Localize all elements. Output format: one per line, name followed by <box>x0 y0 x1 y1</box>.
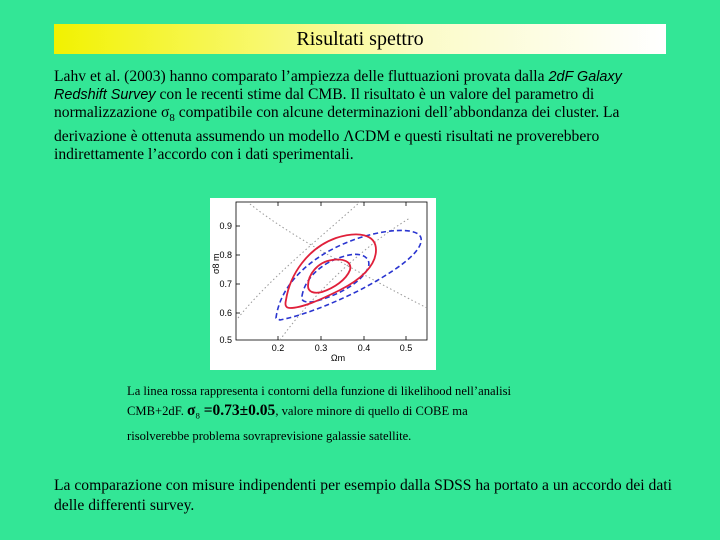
contour-plot <box>210 198 436 370</box>
x-tick-label: 0.2 <box>271 343 285 353</box>
likelihood-contour-figure <box>210 198 436 370</box>
conclusion-paragraph: La comparazione con misure indipendenti per esempio dalla SDSS ha portato a un accordo dei dati delle differenti survey. <box>54 477 672 514</box>
top-ticks <box>278 202 406 206</box>
intro-paragraph <box>54 68 664 164</box>
caption-value: =0.73±0.05 <box>199 402 276 419</box>
intro-text-2: con le recenti stime dal CMB. Il risultato è un valore del parametro di normalizzazione <box>54 86 595 122</box>
x-tick-label: 0.4 <box>357 343 371 353</box>
x-tick-label: 0.3 <box>314 343 328 353</box>
caption-line-2 <box>127 401 597 426</box>
bottom-ticks <box>278 336 406 340</box>
sigma-symbol: σ <box>160 104 170 122</box>
survey-name: 2dF Galaxy Redshift Survey <box>54 69 622 104</box>
y-tick-label: 0.6 <box>219 308 232 318</box>
plot-frame <box>236 202 427 340</box>
y-axis-label: σ8 m <box>211 253 221 274</box>
dotted-degeneracy-curves <box>238 202 427 340</box>
intro-text-4: CDM e questi risultati ne proverebbero indirettamente l’accordo con i dati sperimentali. <box>54 127 600 163</box>
sigma-subscript: 8 <box>169 112 175 125</box>
intro-text-1: Lahv et al. (2003) hanno comparato l’ampiezza delle fluttuazioni provata dalla <box>54 68 545 85</box>
y-tick-label: 0.9 <box>219 221 232 231</box>
y-tick-label: 0.5 <box>219 335 232 345</box>
lambda-symbol: Λ <box>343 127 355 145</box>
x-axis-label: Ωm <box>330 353 346 363</box>
y-tick-label: 0.7 <box>219 279 232 289</box>
y-tick-label: 0.8 <box>219 250 232 260</box>
x-tick-labels <box>272 343 413 353</box>
caption-text-after: , valore minore di quello di COBE ma <box>275 404 468 418</box>
caption-text: CMB+2dF. <box>127 404 187 418</box>
y-tick-labels <box>219 221 232 345</box>
x-tick-label: 0.5 <box>399 343 413 353</box>
caption-sigma: σ <box>187 402 196 419</box>
caption-sigma-subscript: 8 <box>195 410 200 421</box>
figure-caption <box>127 381 597 446</box>
caption-line-1: La linea rossa rappresenta i contorni della funzione di likelihood nell’analisi <box>127 384 511 398</box>
caption-line-3: risolverebbe problema sovraprevisione galassie satellite. <box>127 428 412 443</box>
solid-contour-outer <box>285 234 376 308</box>
slide-title: Risultati spettro <box>296 27 424 50</box>
slide-title-bar <box>54 24 666 54</box>
intro-text-3: compatibile con alcune determinazioni dell’abbondanza dei cluster. La derivazione è ottenuta assumendo un modello <box>54 104 620 145</box>
left-ticks <box>236 226 240 313</box>
